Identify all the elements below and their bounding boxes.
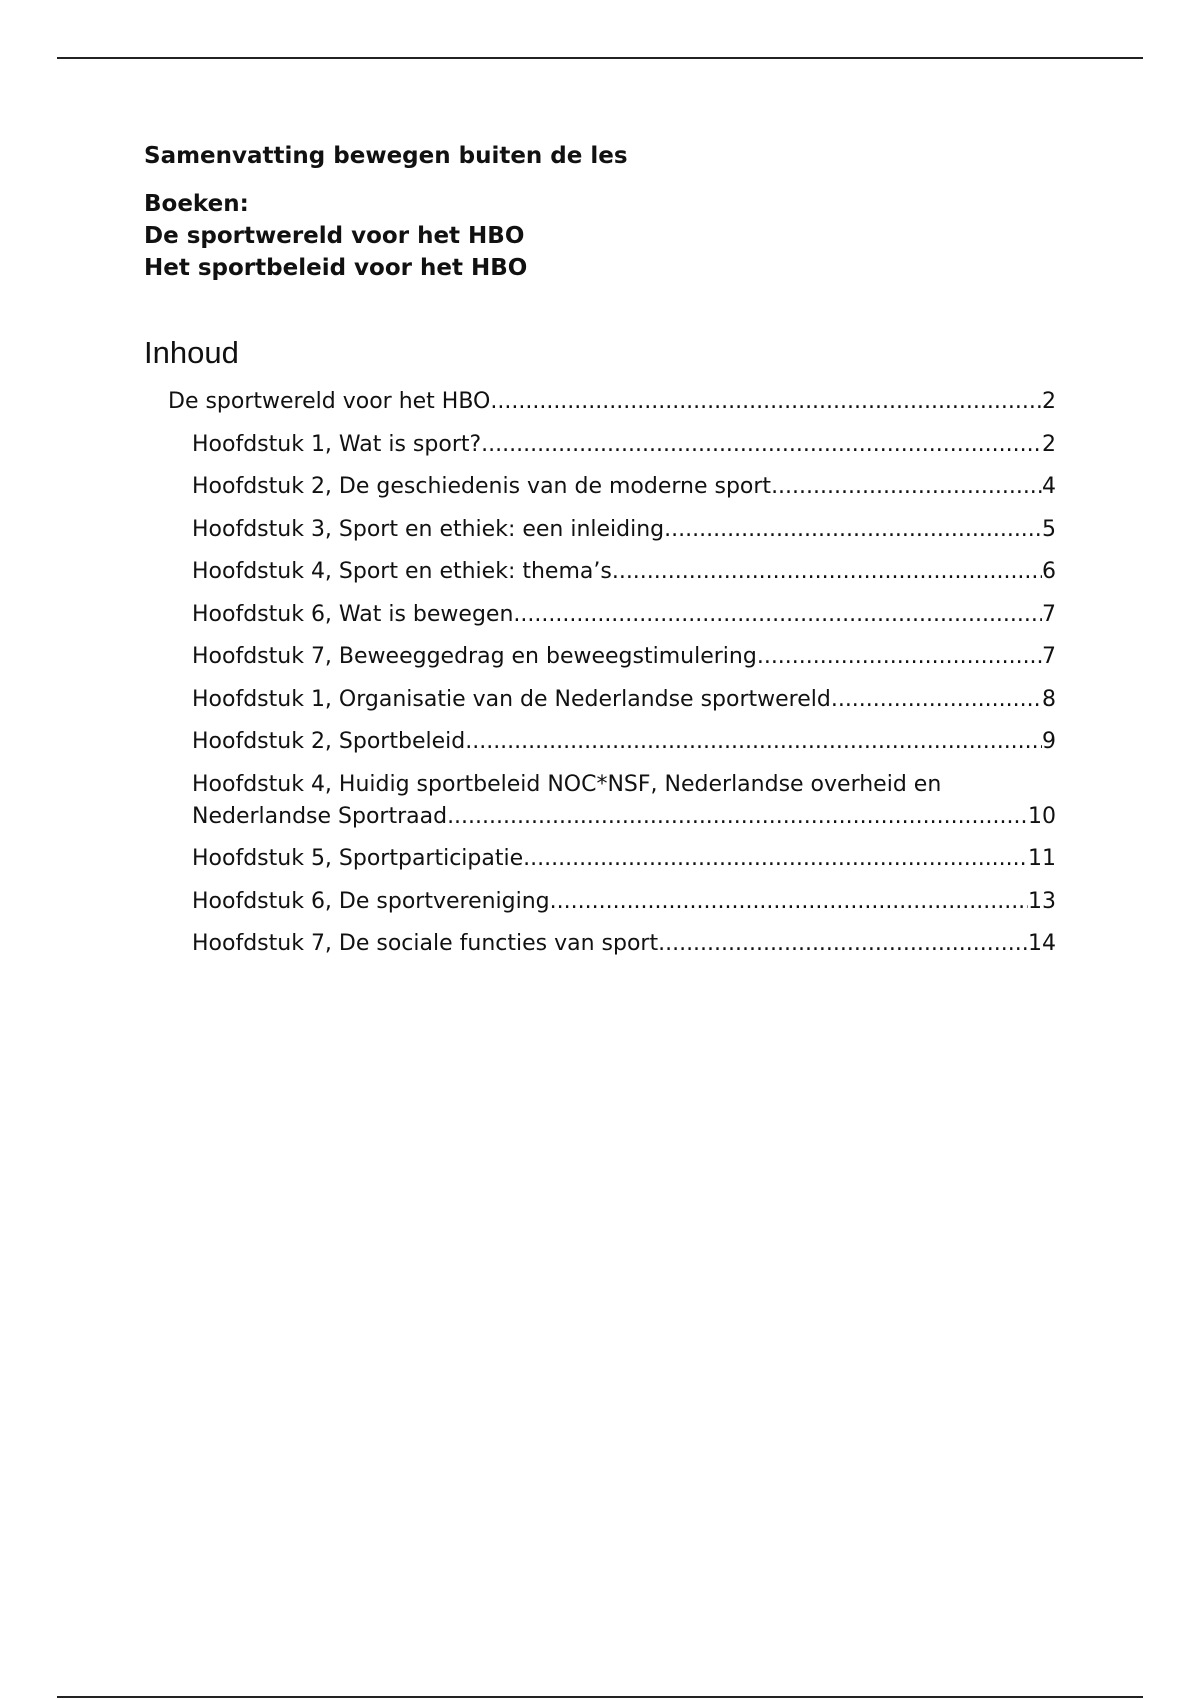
book-title: Het sportbeleid voor het HBO bbox=[144, 255, 528, 281]
toc-dot-leader bbox=[490, 386, 1042, 418]
toc-entry-label: Hoofdstuk 1, Organisatie van de Nederlandse sportwereld bbox=[192, 686, 831, 712]
toc-dot-leader bbox=[771, 471, 1042, 503]
books-label: Boeken: bbox=[144, 191, 249, 217]
toc-entry-page: 7 bbox=[1042, 644, 1056, 669]
toc-entry-page: 2 bbox=[1042, 389, 1056, 414]
toc-dot-leader bbox=[664, 514, 1042, 546]
toc-entry[interactable] bbox=[144, 471, 1056, 503]
toc-entry-label: Hoofdstuk 4, Huidig sportbeleid NOC*NSF, Nederlandse overheid en bbox=[192, 771, 942, 797]
toc-entry-continuation bbox=[192, 801, 1056, 833]
toc-entry-page: 8 bbox=[1042, 686, 1056, 712]
toc-entry-label: Hoofdstuk 7, De sociale functies van sport bbox=[192, 931, 659, 956]
toc-entry[interactable] bbox=[144, 843, 1056, 875]
toc-entry[interactable] bbox=[144, 726, 1056, 758]
toc-dot-leader bbox=[831, 684, 1042, 716]
toc-entry[interactable] bbox=[144, 514, 1056, 546]
toc-heading: Inhoud bbox=[144, 335, 239, 370]
header-rule bbox=[57, 57, 1143, 59]
book-title: De sportwereld voor het HBO bbox=[144, 223, 525, 249]
toc-entry-page: 7 bbox=[1042, 601, 1056, 627]
toc-entry-page: 13 bbox=[1028, 888, 1056, 914]
toc-dot-leader bbox=[550, 886, 1028, 918]
toc-entry[interactable] bbox=[144, 556, 1056, 588]
toc-dot-leader bbox=[757, 641, 1042, 673]
footer-rule bbox=[57, 1696, 1143, 1698]
toc-entry-page: 6 bbox=[1042, 559, 1056, 584]
toc-entry[interactable] bbox=[144, 429, 1056, 461]
toc-entry-label: Hoofdstuk 5, Sportparticipatie bbox=[192, 846, 524, 871]
toc-entry-page: 2 bbox=[1042, 431, 1056, 457]
toc-entry[interactable] bbox=[144, 928, 1056, 960]
toc-entry[interactable] bbox=[144, 599, 1056, 631]
toc-entry-page: 11 bbox=[1028, 846, 1056, 871]
document-title: Samenvatting bewegen buiten de les bbox=[144, 143, 628, 169]
toc-entry-page: 4 bbox=[1042, 474, 1056, 499]
toc-dot-leader bbox=[465, 726, 1042, 758]
toc-entry-label: De sportwereld voor het HBO bbox=[168, 389, 491, 414]
toc-dot-leader bbox=[658, 928, 1028, 960]
toc-entry-label: Hoofdstuk 2, Sportbeleid bbox=[192, 729, 466, 754]
toc-entry-label: Hoofdstuk 3, Sport en ethiek: een inleiding bbox=[192, 516, 665, 542]
table-of-contents bbox=[144, 386, 1056, 960]
books-block bbox=[144, 188, 1056, 284]
toc-entry-page: 5 bbox=[1042, 516, 1056, 542]
toc-entry-label: Nederlandse Sportraad bbox=[192, 803, 448, 829]
toc-entry[interactable] bbox=[144, 641, 1056, 673]
toc-entry-label: Hoofdstuk 4, Sport en ethiek: thema’s bbox=[192, 559, 612, 584]
toc-entry-page: 9 bbox=[1042, 729, 1056, 754]
document-body bbox=[144, 140, 1056, 971]
toc-entry-page: 14 bbox=[1028, 931, 1056, 956]
toc-entry-page: 10 bbox=[1028, 803, 1056, 829]
toc-dot-leader bbox=[447, 801, 1028, 833]
toc-entry[interactable] bbox=[144, 684, 1056, 716]
toc-entry[interactable] bbox=[144, 769, 1056, 833]
toc-entry-label: Hoofdstuk 2, De geschiedenis van de moderne sport bbox=[192, 474, 772, 499]
toc-entry-label: Hoofdstuk 6, De sportvereniging bbox=[192, 888, 550, 914]
toc-entry[interactable] bbox=[144, 386, 1056, 418]
toc-dot-leader bbox=[612, 556, 1042, 588]
toc-entry-label: Hoofdstuk 1, Wat is sport? bbox=[192, 431, 482, 457]
toc-entry[interactable] bbox=[144, 886, 1056, 918]
toc-entry-label: Hoofdstuk 6, Wat is bewegen bbox=[192, 601, 514, 627]
toc-dot-leader bbox=[481, 429, 1042, 461]
toc-dot-leader bbox=[513, 599, 1042, 631]
toc-dot-leader bbox=[523, 843, 1028, 875]
toc-entry-label: Hoofdstuk 7, Beweeggedrag en beweegstimulering bbox=[192, 644, 757, 669]
